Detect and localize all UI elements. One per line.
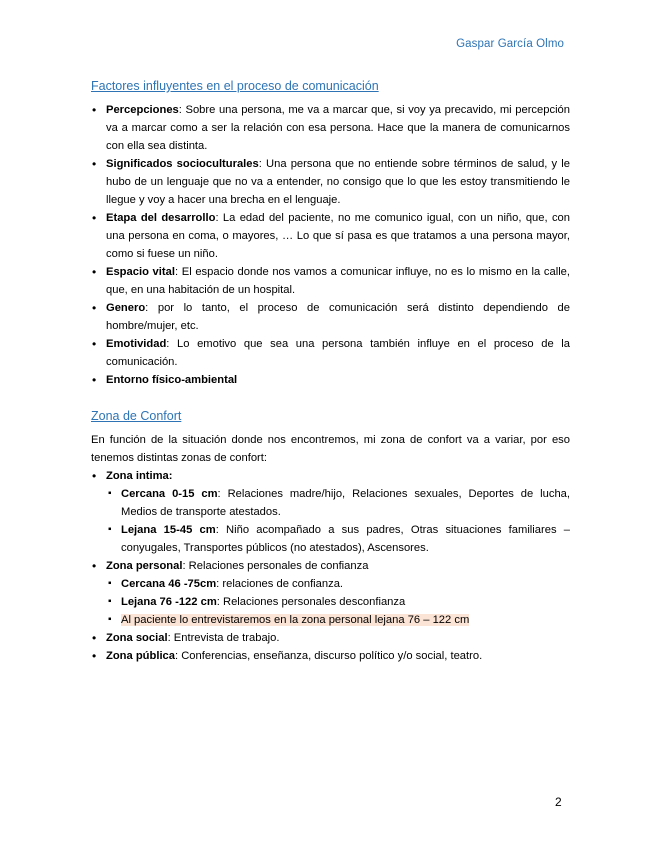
- item-text: : Relaciones personales de confianza: [182, 560, 369, 572]
- zonas-list: [91, 467, 570, 665]
- item-term: Zona social: [106, 632, 168, 644]
- item-term: Significados socioculturales: [106, 158, 259, 170]
- item-term: Zona personal: [106, 560, 183, 572]
- list-item-zona-intima: [91, 467, 570, 557]
- sub-list-item-highlighted: [91, 611, 570, 629]
- section-title-factores: Factores influyentes en el proceso de comunicación: [91, 79, 379, 93]
- item-text: : Relaciones personales desconfianza: [216, 596, 406, 608]
- list-item: • Etapa del desarrollo: La edad del paciente, no me comunico igual, con un niño, que, con una persona en coma, o mayores, … Lo que sí pasa es que tratamos a una persona mayor, como si fuese un niño.: [91, 209, 570, 263]
- item-text: : Niño acompañado a sus padres, Otras situaciones familiares – conyugales, Transportes públicos (no atestados), Ascensores.: [121, 524, 570, 554]
- list-item: • Significados socioculturales: Una persona que no entiende sobre términos de salud, y le hubo de un lenguaje que no va a entender, no consigo que lo que les estoy transmitiendo le llegue y voy a hacer una brecha en el lenguaje.: [91, 155, 570, 209]
- item-text: : Relaciones madre/hijo, Relaciones sexuales, Deportes de lucha, Medios de transporte atestados.: [121, 488, 571, 518]
- item-text: : Conferencias, enseñanza, discurso político y/o social, teatro.: [175, 650, 483, 662]
- header-author: Gaspar García Olmo: [456, 38, 564, 50]
- item-text: : Entrevista de trabajo.: [167, 632, 280, 644]
- page-number: 2: [555, 795, 562, 809]
- item-text: El espacio donde nos vamos a comunicar influye, no es lo mismo en la calle, que, en una habitación de un hospital.: [106, 266, 571, 296]
- list-item-zona-publica: [91, 647, 570, 665]
- item-text: Una persona que no entiende sobre términos de salud, y le hubo de un lenguaje que no va a entender, no consigo que lo que les estoy transmitiendo le llegue y voy a hacer una brecha en el lenguaje.: [106, 158, 570, 206]
- sub-list-item: [91, 521, 570, 557]
- item-text: Sobre una persona, me va a marcar que, si voy ya precavido, mi percepción va a marcar como a ser la relación con esa persona. Hace que la manera de comunicarnos con ella sea distinta.: [106, 104, 570, 152]
- list-item: • Percepciones: Sobre una persona, me va a marcar que, si voy ya precavido, mi percepción va a marcar como a ser la relación con esa persona. Hace que la manera de comunicarnos con ella sea distinta.: [91, 101, 570, 155]
- zona-intima-sublist: [91, 485, 570, 557]
- highlighted-note: Al paciente lo entrevistaremos en la zona personal lejana 76 – 122 cm: [121, 614, 470, 626]
- item-term: Etapa del desarrollo: [106, 212, 216, 224]
- item-term: Espacio vital: [106, 266, 175, 278]
- list-item-zona-personal: [91, 557, 570, 629]
- section-title-zona-confort: Zona de Confort: [91, 409, 182, 423]
- item-term: Zona pública: [106, 650, 175, 662]
- item-term: Entorno físico-ambiental: [106, 374, 238, 386]
- sub-list-item: [91, 593, 570, 611]
- item-term: Percepciones: [106, 104, 179, 116]
- item-text: Lo emotivo que sea una persona también influye en el proceso de la comunicación.: [106, 338, 570, 368]
- list-item-zona-social: [91, 629, 570, 647]
- sub-list-item: [91, 575, 570, 593]
- item-term: Lejana 15-45 cm: [121, 524, 216, 536]
- list-item: • Genero: por lo tanto, el proceso de comunicación será distinto dependiendo de hombre/mujer, etc.: [91, 299, 570, 335]
- list-item: • Emotividad: Lo emotivo que sea una persona también influye en el proceso de la comunicación.: [91, 335, 570, 371]
- factores-list: [91, 101, 570, 389]
- item-term: Cercana 46 -75cm: [121, 578, 217, 590]
- sub-list-item: [91, 485, 570, 521]
- list-item: [91, 371, 570, 389]
- item-term: Zona intima:: [106, 470, 173, 482]
- item-term: Cercana 0-15 cm: [121, 488, 218, 500]
- item-term: Lejana 76 -122 cm: [121, 596, 217, 608]
- item-text: : relaciones de confianza.: [216, 578, 344, 590]
- item-term: Emotividad: [106, 338, 167, 350]
- list-item: • Espacio vital: El espacio donde nos vamos a comunicar influye, no es lo mismo en la calle, que, en una habitación de un hospital.: [91, 263, 570, 299]
- item-text: por lo tanto, el proceso de comunicación será distinto dependiendo de hombre/mujer, etc.: [106, 302, 570, 332]
- zona-confort-intro: En función de la situación donde nos encontremos, mi zona de confort va a variar, por eso tenemos distintas zonas de confort:: [91, 434, 570, 464]
- zona-personal-sublist: [91, 575, 570, 629]
- item-term: Genero: [106, 302, 146, 314]
- item-text: La edad del paciente, no me comunico igual, con un niño, que, con una persona en coma, o mayores, … Lo que sí pasa es que tratamos a una persona mayor, como si fuese un niño.: [106, 212, 570, 260]
- document-body: [91, 77, 570, 665]
